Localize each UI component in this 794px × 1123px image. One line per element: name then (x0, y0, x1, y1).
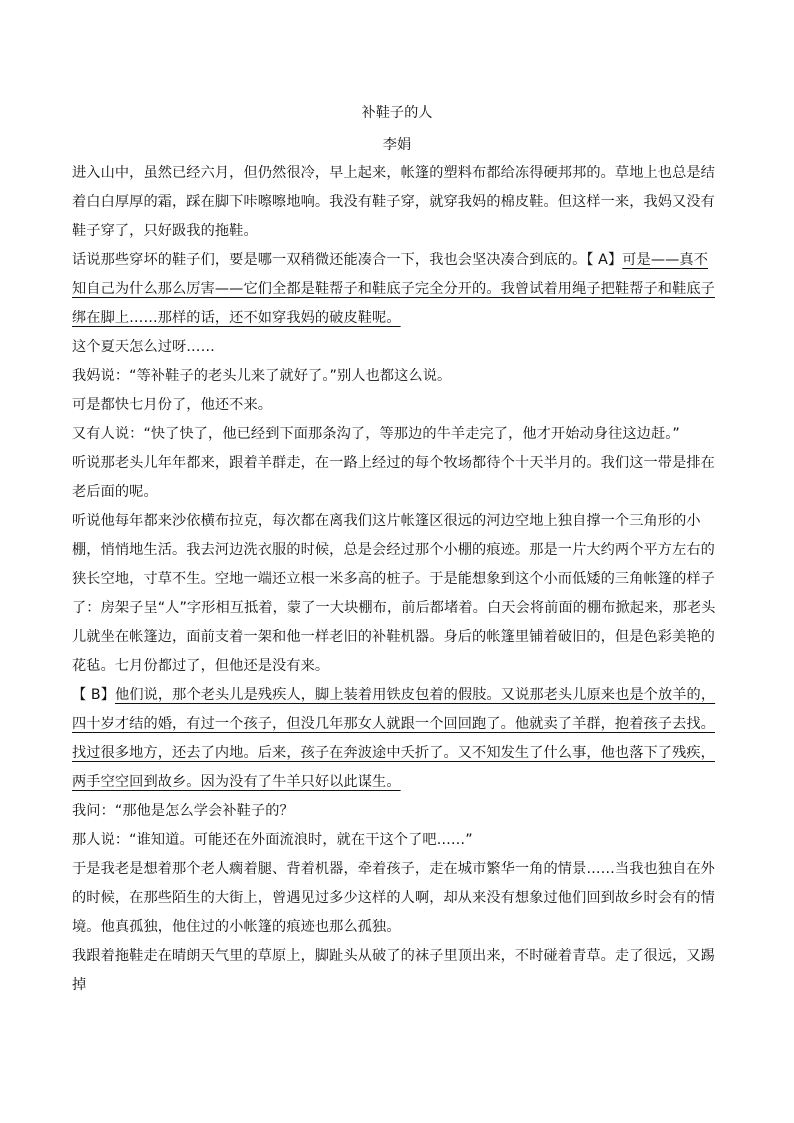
paragraph-3: 这个夏天怎么过呀…… (72, 339, 215, 355)
paragraph-9 (72, 681, 720, 797)
paragraph-8: 听说他每年都来沙依横布拉克，每次都在离我们这片帐篷区很远的河边空地上独自撑一个三角形的小棚，悄悄地生活。我去河边洗衣服的时候，总是会经过那个小棚的痕迹。那是一片大约两个平方左右的狭长空地，寸草不生。空地一端还立根一米多高的桩子。于是能想象到这个小而低矮的三角帐篷的样子了：房架子呈“人”字形相互抵着，蒙了一大块棚布，前后都堵着。白天会将前面的棚布掀起来，那老头儿就坐在帐篷边，面前支着一架和他一样老旧的补鞋机器。身后的帐篷里铺着破旧的，但是色彩美艳的花毡。七月份都过了，但他还是没有来。 (72, 513, 716, 674)
underlined-passage-a: 可是——真不知自己为什么那么厉害——它们全都是鞋帮子和鞋底子完全分开的。我曾试着用绳子把鞋帮子和鞋底子绑在脚上……那样的话，还不如穿我妈的破皮鞋呢。 (72, 252, 715, 326)
paragraph-13: 我跟着拖鞋走在晴朗天气里的草原上，脚趾头从破了的袜子里顶出来，不时碰着青草。走了很远，又踢掉 (72, 948, 715, 993)
paragraph-9-lead: 【 B】 (72, 687, 116, 703)
paragraph-2 (72, 246, 720, 333)
article-author: 李娟 (382, 137, 412, 153)
paragraph-2-lead: 话说那些穿坏的鞋子们，要是哪一双稍微还能凑合一下，我也会坚决凑合到底的。【 A】 (72, 252, 623, 268)
article-body (72, 159, 720, 1000)
article-title: 补鞋子的人 (361, 105, 433, 121)
paragraph-5: 可是都快七月份了，他还不来。 (72, 397, 273, 413)
paragraph-7: 听说那老头儿年年都来，跟着羊群走，在一路上经过的每个牧场都待个十天半月的。我们这一带是排在老后面的呢。 (72, 455, 715, 500)
paragraph-12: 于是我老是想着那个老人瘸着腿、背着机器，牵着孩子，走在城市繁华一角的情景……当我也独自在外的时候，在那些陌生的大街上，曾遇见过多少这样的人啊，却从来没有想象过他们回到故乡时会有的情境。他真孤独，他住过的小帐篷的痕迹也那么孤独。 (72, 861, 715, 935)
paragraph-10: 我问：“那他是怎么学会补鞋子的？ (72, 803, 294, 819)
paragraph-11: 那人说：“谁知道。可能还在外面流浪时，就在干这个了吧……” (72, 832, 473, 848)
paragraph-1: 进入山中，虽然已经六月，但仍然很冷，早上起来，帐篷的塑料布都给冻得硬邦邦的。草地上也总是结着白白厚厚的霜，踩在脚下咔嚓嚓地响。我没有鞋子穿，就穿我妈的棉皮鞋。但这样一来，我妈又没有鞋子穿了，只好趿我的拖鞋。 (72, 165, 715, 239)
paragraph-4: 我妈说：“等补鞋子的老头儿来了就好了。”别人也都这么说。 (72, 368, 452, 384)
paragraph-6: 又有人说：“快了快了，他已经到下面那条沟了，等那边的牛羊走完了，他才开始动身往这边赶。” (72, 426, 680, 442)
underlined-passage-b: 他们说，那个老头儿是残疾人，脚上装着用铁皮包着的假肢。又说那老头儿原来也是个放羊的，四十岁才结的婚，有过一个孩子，但没几年那女人就跟一个回回跑了。他就卖了羊群，抱着孩子去找。找过很多地方，还去了内地。后来，孩子在奔波途中夭折了。又不知发生了什么事，他也落下了残疾，两手空空回到故乡。因为没有了牛羊只好以此谋生。 (72, 687, 716, 790)
